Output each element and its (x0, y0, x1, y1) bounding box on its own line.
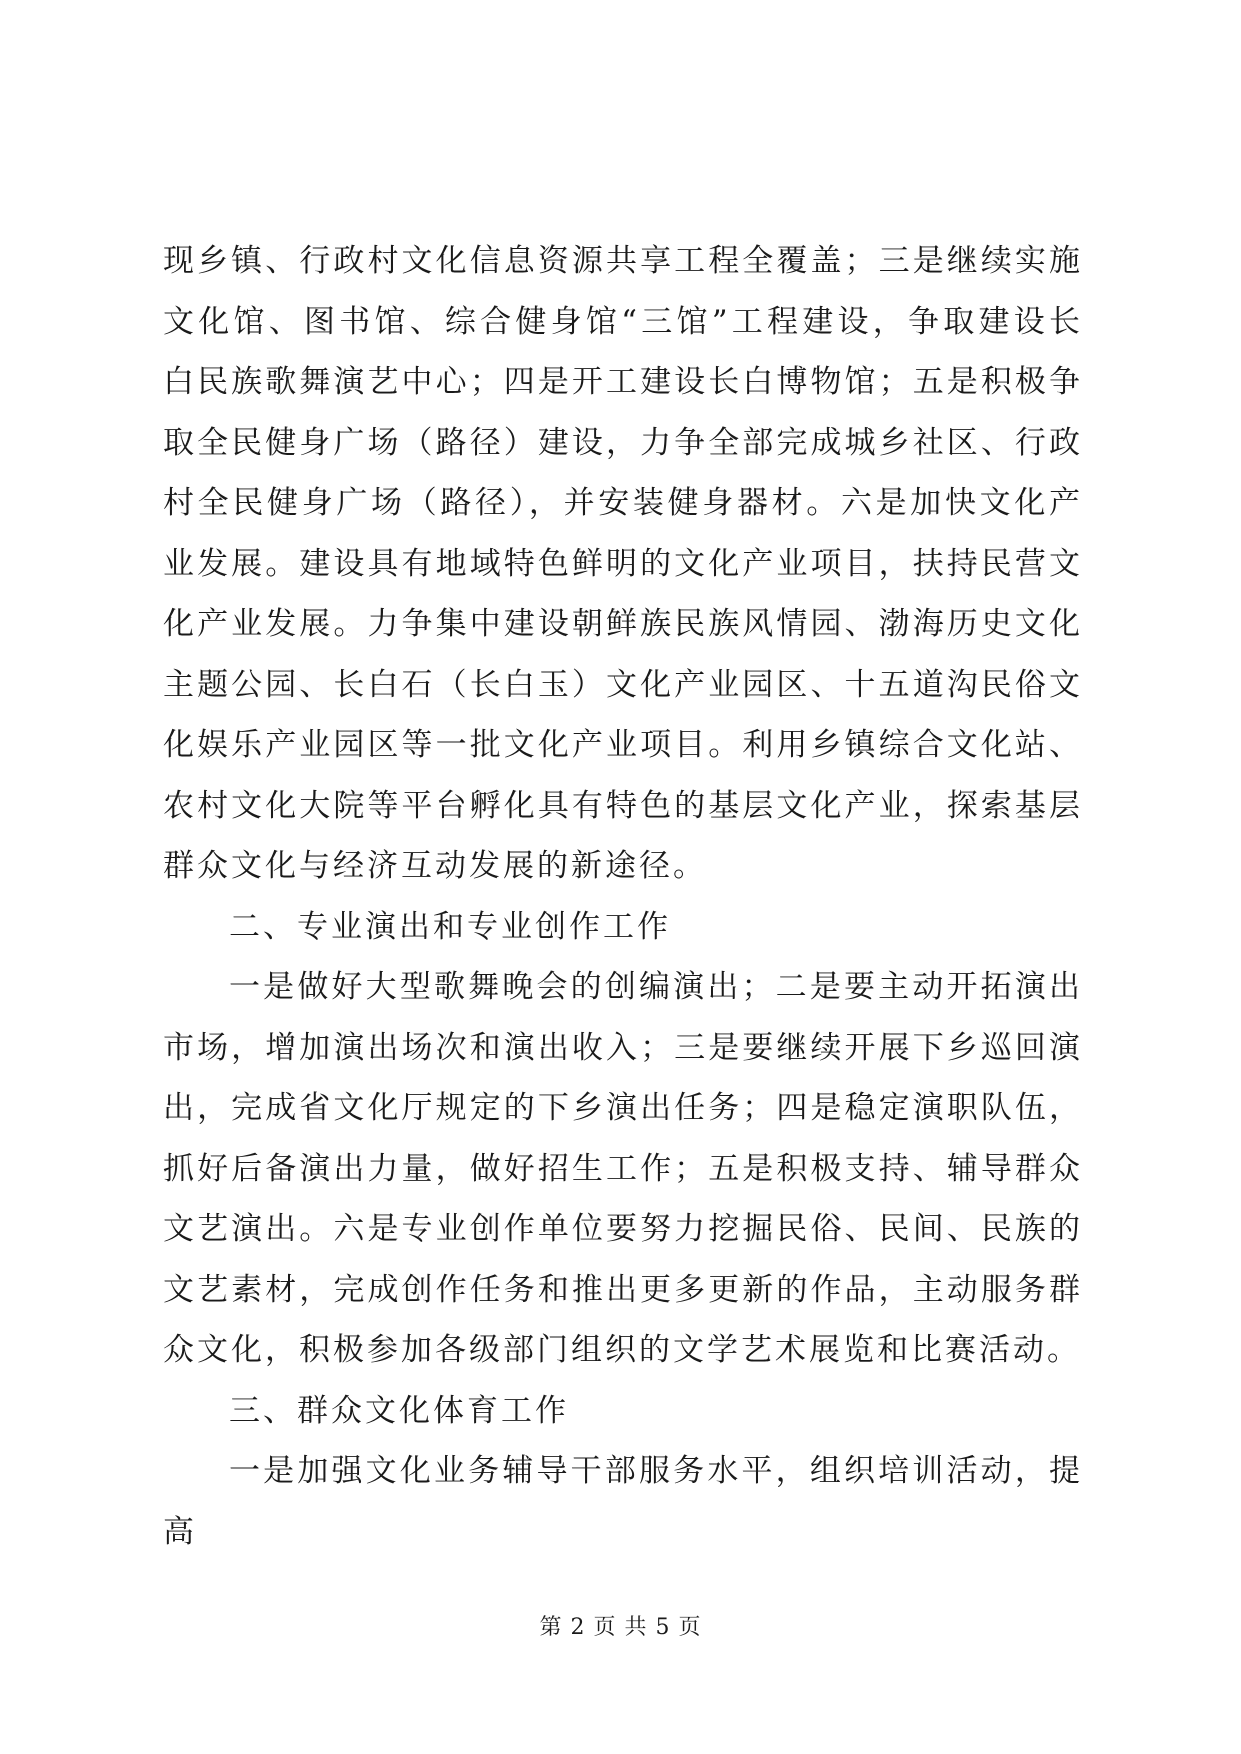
paragraph-mass-culture-sports: 一是加强文化业务辅导干部服务水平，组织培训活动，提高 (163, 1453, 1083, 1550)
document-body (163, 231, 1083, 1562)
section-heading-mass-culture-sports: 三、群众文化体育工作 (229, 1392, 569, 1429)
section-heading-professional-performance: 二、专业演出和专业创作工作 (229, 908, 671, 945)
paragraph-continuation: 现乡镇、行政村文化信息资源共享工程全覆盖；三是继续实施文化馆、图书馆、综合健身馆“三馆”工程建设，争取建设长白民族歌舞演艺中心；四是开工建设长白博物馆；五是积极争取全民健身广场（路径）建设，力争全部完成城乡社区、行政村全民健身广场（路径），并安装健身器材。六是加快文化产业发展。建设具有地域特色鲜明的文化产业项目，扶持民营文化产业发展。力争集中建设朝鲜族民族风情园、渤海历史文化主题公园、长白石（长白玉）文化产业园区、十五道沟民俗文化娱乐产业园区等一批文化产业项目。利用乡镇综合文化站、农村文化大院等平台孵化具有特色的基层文化产业，探索基层群众文化与经济互动发展的新途径。 (163, 243, 1083, 884)
page-footer: 第 2 页 共 5 页 (539, 1615, 702, 1640)
paragraph-professional-performance: 一是做好大型歌舞晚会的创编演出；二是要主动开拓演出市场，增加演出场次和演出收入；三是要继续开展下乡巡回演出，完成省文化厅规定的下乡演出任务；四是稳定演职队伍，抓好后备演出力量，做好招生工作；五是积极支持、辅导群众文艺演出。六是专业创作单位要努力挖掘民俗、民间、民族的文艺素材，完成创作任务和推出更多更新的作品，主动服务群众文化，积极参加各级部门组织的文学艺术展览和比赛活动。 (163, 969, 1083, 1368)
